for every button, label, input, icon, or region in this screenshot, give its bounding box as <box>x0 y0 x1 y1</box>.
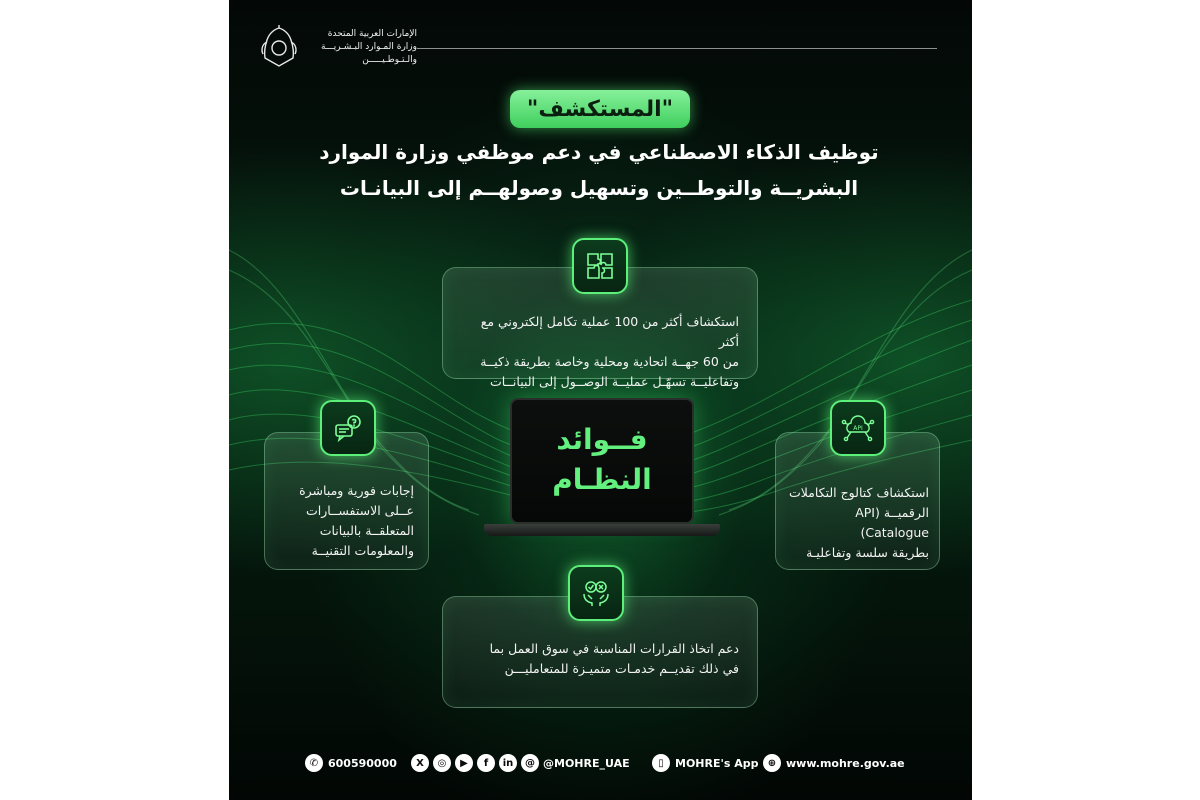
api-network-icon <box>830 400 886 456</box>
website-url: www.mohre.gov.ae <box>786 756 905 770</box>
phone-icon: ✆ <box>305 754 323 772</box>
card-text: من 60 جهــة اتحادية ومحلية وخاصة بطريقة ذكيــة <box>480 354 739 369</box>
card-text: استكشاف كتالوج التكاملات <box>788 485 929 500</box>
card-text: إجابات فورية ومباشرة <box>299 483 414 498</box>
phone-contact[interactable] <box>305 754 397 772</box>
social-handle: @MOHRE_UAE <box>543 756 630 770</box>
facebook-icon[interactable]: f <box>477 754 495 772</box>
website-link[interactable] <box>763 754 905 772</box>
mobile-app-link[interactable] <box>652 754 759 772</box>
linkedin-icon[interactable]: in <box>499 754 517 772</box>
card-text: والمعلومات التقنيــة <box>311 543 414 558</box>
uae-emblem-icon <box>259 24 299 70</box>
youtube-icon[interactable]: ▶ <box>455 754 473 772</box>
phone-number: 600590000 <box>328 756 397 770</box>
page-subtitle <box>289 134 909 206</box>
card-text: استكشاف أكثر من 100 عملية تكامل إلكتروني مع أكثر <box>480 314 739 349</box>
chat-question-icon <box>320 400 376 456</box>
footer <box>229 748 972 780</box>
social-links <box>411 754 630 772</box>
hands-check-icon <box>568 565 624 621</box>
x-icon[interactable]: X <box>411 754 429 772</box>
title-badge: "المستكشف" <box>510 90 690 128</box>
instagram-icon[interactable]: ◎ <box>433 754 451 772</box>
puzzle-icon <box>572 238 628 294</box>
card-text: المتعلقــة بالبيانات <box>319 523 414 538</box>
ministry-line: وزارة المـوارد البـشـريـــة <box>320 42 417 52</box>
card-text: الرقميــة (API Catalogue) <box>855 505 929 540</box>
laptop-screen <box>510 398 694 524</box>
card-text: بطريقة سلسة وتفاعليـة <box>806 545 929 560</box>
app-label: MOHRE's App <box>675 756 759 770</box>
system-benefits-heading: فــوائد <box>556 423 648 456</box>
subtitle-line: البشريــة والتوطــين وتسهيل وصولهــم إلى البيانـات <box>339 176 859 200</box>
header-divider <box>417 48 937 49</box>
svg-text:API: API <box>853 425 863 432</box>
card-text: وتفاعليــة تسهّـل عمليــة الوصــول إلى البيانــات <box>490 374 739 389</box>
card-text: دعم اتخاذ القرارات المناسبة في سوق العمل بما <box>489 641 739 656</box>
subtitle-line: توظيف الذكاء الاصطناعي في دعم موظفي وزارة الموارد <box>319 140 879 164</box>
card-text: عــلى الاستفســارات <box>305 503 414 518</box>
poster <box>229 0 972 800</box>
globe-icon: ⊕ <box>763 754 781 772</box>
ministry-line: والـتـوطـيـــــن <box>362 55 417 65</box>
threads-icon[interactable]: @ <box>521 754 539 772</box>
mobile-phone-icon: ▯ <box>652 754 670 772</box>
ministry-name <box>307 28 417 67</box>
laptop-illustration <box>484 398 720 548</box>
ministry-line: الإمارات العربية المتحدة <box>327 29 417 39</box>
system-benefits-heading: النظـام <box>552 463 652 496</box>
card-text: في ذلك تقديــم خدمـات متميـزة للمتعامليـــن <box>504 661 739 676</box>
laptop-base <box>484 524 720 536</box>
